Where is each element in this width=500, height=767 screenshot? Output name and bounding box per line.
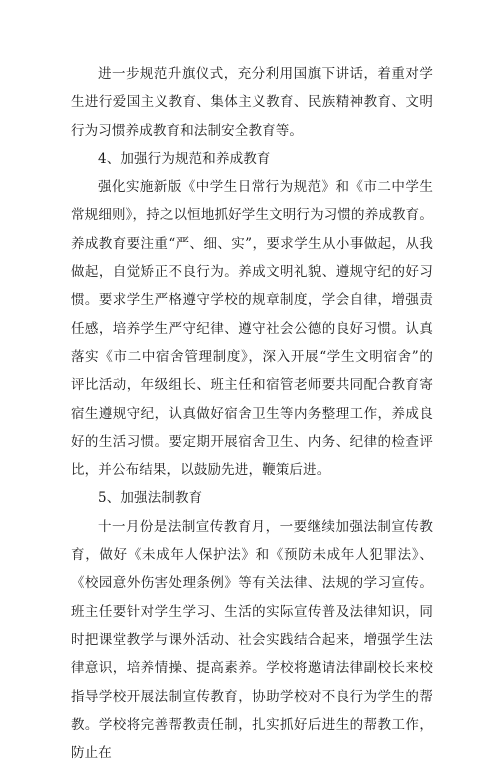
paragraph-flag-ceremony: 进一步规范升旗仪式，充分利用国旗下讲话，着重对学生进行爱国主义教育、集体主义教育、民族精神教育、文明行为习惯养成教育和法制安全教育等。: [71, 66, 433, 139]
document-body: [71, 60, 433, 767]
paragraph-legal-education: 十一月份是法制宣传教育月，一要继续加强法制宣传教育，做好《未成年人保护法》和《预防未成年人犯罪法》、《校园意外伤害处理条例》等有关法律、法规的学习宣传。班主任要针对学生学习、生活的实际宣传普及法律知识，同时把课堂教学与课外活动、社会实践结合起来，增强学生法律意识，培养情操、提高素养。学校将邀请法律副校长来校指导学校开展法制宣传教育，协助学校对不良行为学生的帮教。学校将完善帮教责任制，扎实抓好后进生的帮教工作，防止在: [71, 518, 433, 762]
section-heading-legal: 5、加强法制教育: [98, 490, 203, 507]
paragraph-behavior-norms: 强化实施新版《中学生日常行为规范》和《市二中学生常规细则》，持之以恒地抓好学生文明行为习惯的养成教育。养成教育要注重“严、细、实”，要求学生从小事做起，从我做起，自觉矫正不良行为。养成文明礼貌、遵规守纪的好习惯。要求学生严格遵守学校的规章制度，学会自律，增强责任感，培养学生严守纪律、遵守社会公德的良好习惯。认真落实《市二中宿舍管理制度》，深入开展“学生文明宿舍”的评比活动，年级组长、班主任和宿管老师要共同配合教育寄宿生遵规守纪，认真做好宿舍卫生等内务整理工作，养成良好的生活习惯。要定期开展宿舍卫生、内务、纪律的检查评比，并公布结果，以鼓励先进，鞭策后进。: [71, 179, 433, 479]
section-heading-behavior: 4、加强行为规范和养成教育: [98, 150, 271, 167]
